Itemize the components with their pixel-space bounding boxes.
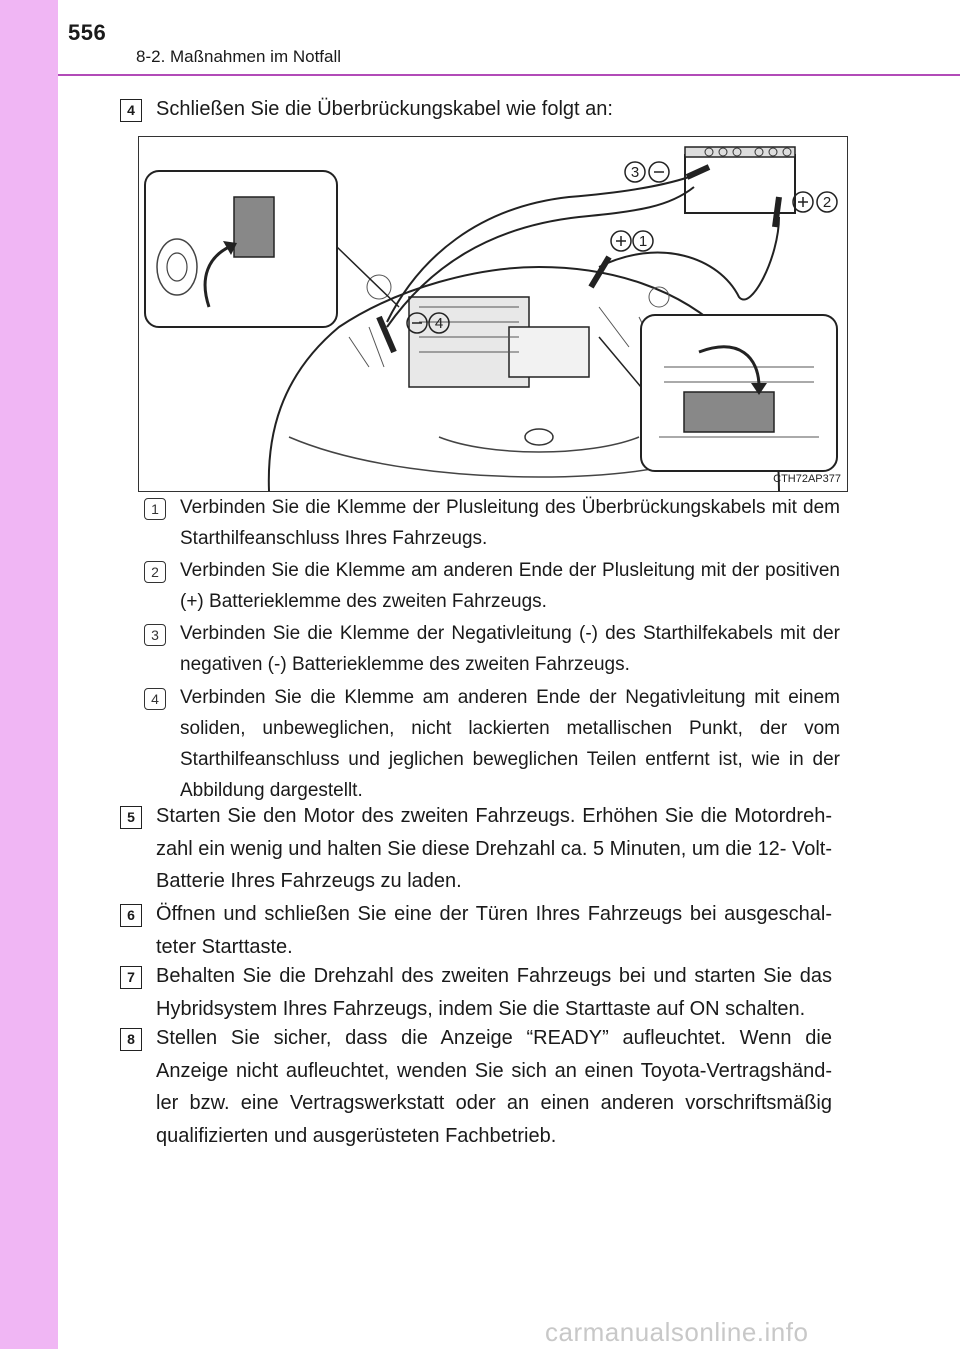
step-number: 6 bbox=[120, 904, 142, 927]
substep-number: 1 bbox=[144, 498, 166, 520]
step-number: 5 bbox=[120, 806, 142, 829]
engine-bay-drawing bbox=[139, 137, 847, 491]
step-7 bbox=[130, 960, 832, 1025]
substep-4 bbox=[148, 682, 840, 806]
step-text: Schließen Sie die Überbrückungskabel wie folgt an: bbox=[156, 98, 613, 120]
positive-cable bbox=[599, 217, 779, 300]
ground-point bbox=[684, 392, 774, 432]
page-number: 556 bbox=[68, 20, 107, 45]
substep-3 bbox=[148, 618, 840, 680]
step-number: 4 bbox=[120, 99, 142, 122]
header-rule bbox=[58, 74, 960, 76]
substep-number: 4 bbox=[144, 688, 166, 710]
watermark: carmanualsonline.info bbox=[545, 1317, 809, 1347]
substep-1 bbox=[148, 492, 840, 554]
callout-label-1: 1 bbox=[638, 233, 648, 250]
substep-text: Verbinden Sie die Klemme am anderen Ende der Negativleitung mit einem soliden, unbeweglichen, nicht lackierten metallischen Punkt, der vom Starthilfeanschluss und jeglichen beweglichen Teilen entfernt ist, wie in der Abbildung dargestellt. bbox=[180, 687, 840, 801]
negative-clamp bbox=[379, 317, 394, 352]
callout-label-4: 4 bbox=[434, 315, 444, 332]
jump-start-illustration bbox=[138, 136, 848, 492]
section-title: 8-2. Maßnahmen im Notfall bbox=[136, 47, 342, 66]
side-tab bbox=[0, 0, 58, 1349]
fuse-box bbox=[509, 327, 589, 377]
step-number: 8 bbox=[120, 1028, 142, 1051]
substep-2 bbox=[148, 555, 840, 617]
step-text: Starten Sie den Motor des zweiten Fahrzeugs. Erhöhen Sie die Motordreh- zahl ein wenig und halten Sie diese Drehzahl ca. 5 Minuten, um die 12- Volt-Batterie Ihres Fahrzeugs zu laden. bbox=[156, 805, 832, 892]
terminal-cover bbox=[234, 197, 274, 257]
step-8 bbox=[130, 1022, 832, 1152]
substep-number: 2 bbox=[144, 561, 166, 583]
step-text: Öffnen und schließen Sie eine der Türen Ihres Fahrzeugs bei ausgeschal- teter Starttaste. bbox=[156, 903, 832, 958]
step-6 bbox=[130, 898, 832, 963]
step-text: Behalten Sie die Drehzahl des zweiten Fahrzeugs bei und starten Sie das Hybridsystem Ihres Fahrzeugs, indem Sie die Starttaste auf ON schalten. bbox=[156, 965, 832, 1020]
step-text: Stellen Sie sicher, dass die Anzeige “READY” aufleuchtet. Wenn die Anzeige nicht aufleuchtet, wenden Sie sich an einen Toyota-Vertragshänd- ler bzw. eine Vertragswerkstatt oder an einen anderen vorschriftsmäßig qualifizierten und ausgerüsteten Fachbetrieb. bbox=[156, 1027, 832, 1147]
step-4 bbox=[130, 93, 832, 126]
emblem-icon bbox=[525, 429, 553, 445]
callout-label-2: 2 bbox=[822, 194, 832, 211]
step-number: 7 bbox=[120, 966, 142, 989]
substep-text: Verbinden Sie die Klemme der Plusleitung des Überbrückungskabels mit dem Starthilfeanschluss Ihres Fahrzeugs. bbox=[180, 497, 840, 549]
step-5 bbox=[130, 800, 832, 898]
substep-text: Verbinden Sie die Klemme am anderen Ende der Plusleitung mit der positiven (+) Batterieklemme des zweiten Fahrzeugs. bbox=[180, 560, 840, 612]
substep-text: Verbinden Sie die Klemme der Negativleitung (-) des Starthilfekabels mit der negativen (-) Batterieklemme des zweiten Fahrzeugs. bbox=[180, 623, 840, 675]
figure-code: CTH72AP377 bbox=[773, 473, 841, 485]
substep-number: 3 bbox=[144, 624, 166, 646]
callout-label-3: 3 bbox=[630, 164, 640, 181]
